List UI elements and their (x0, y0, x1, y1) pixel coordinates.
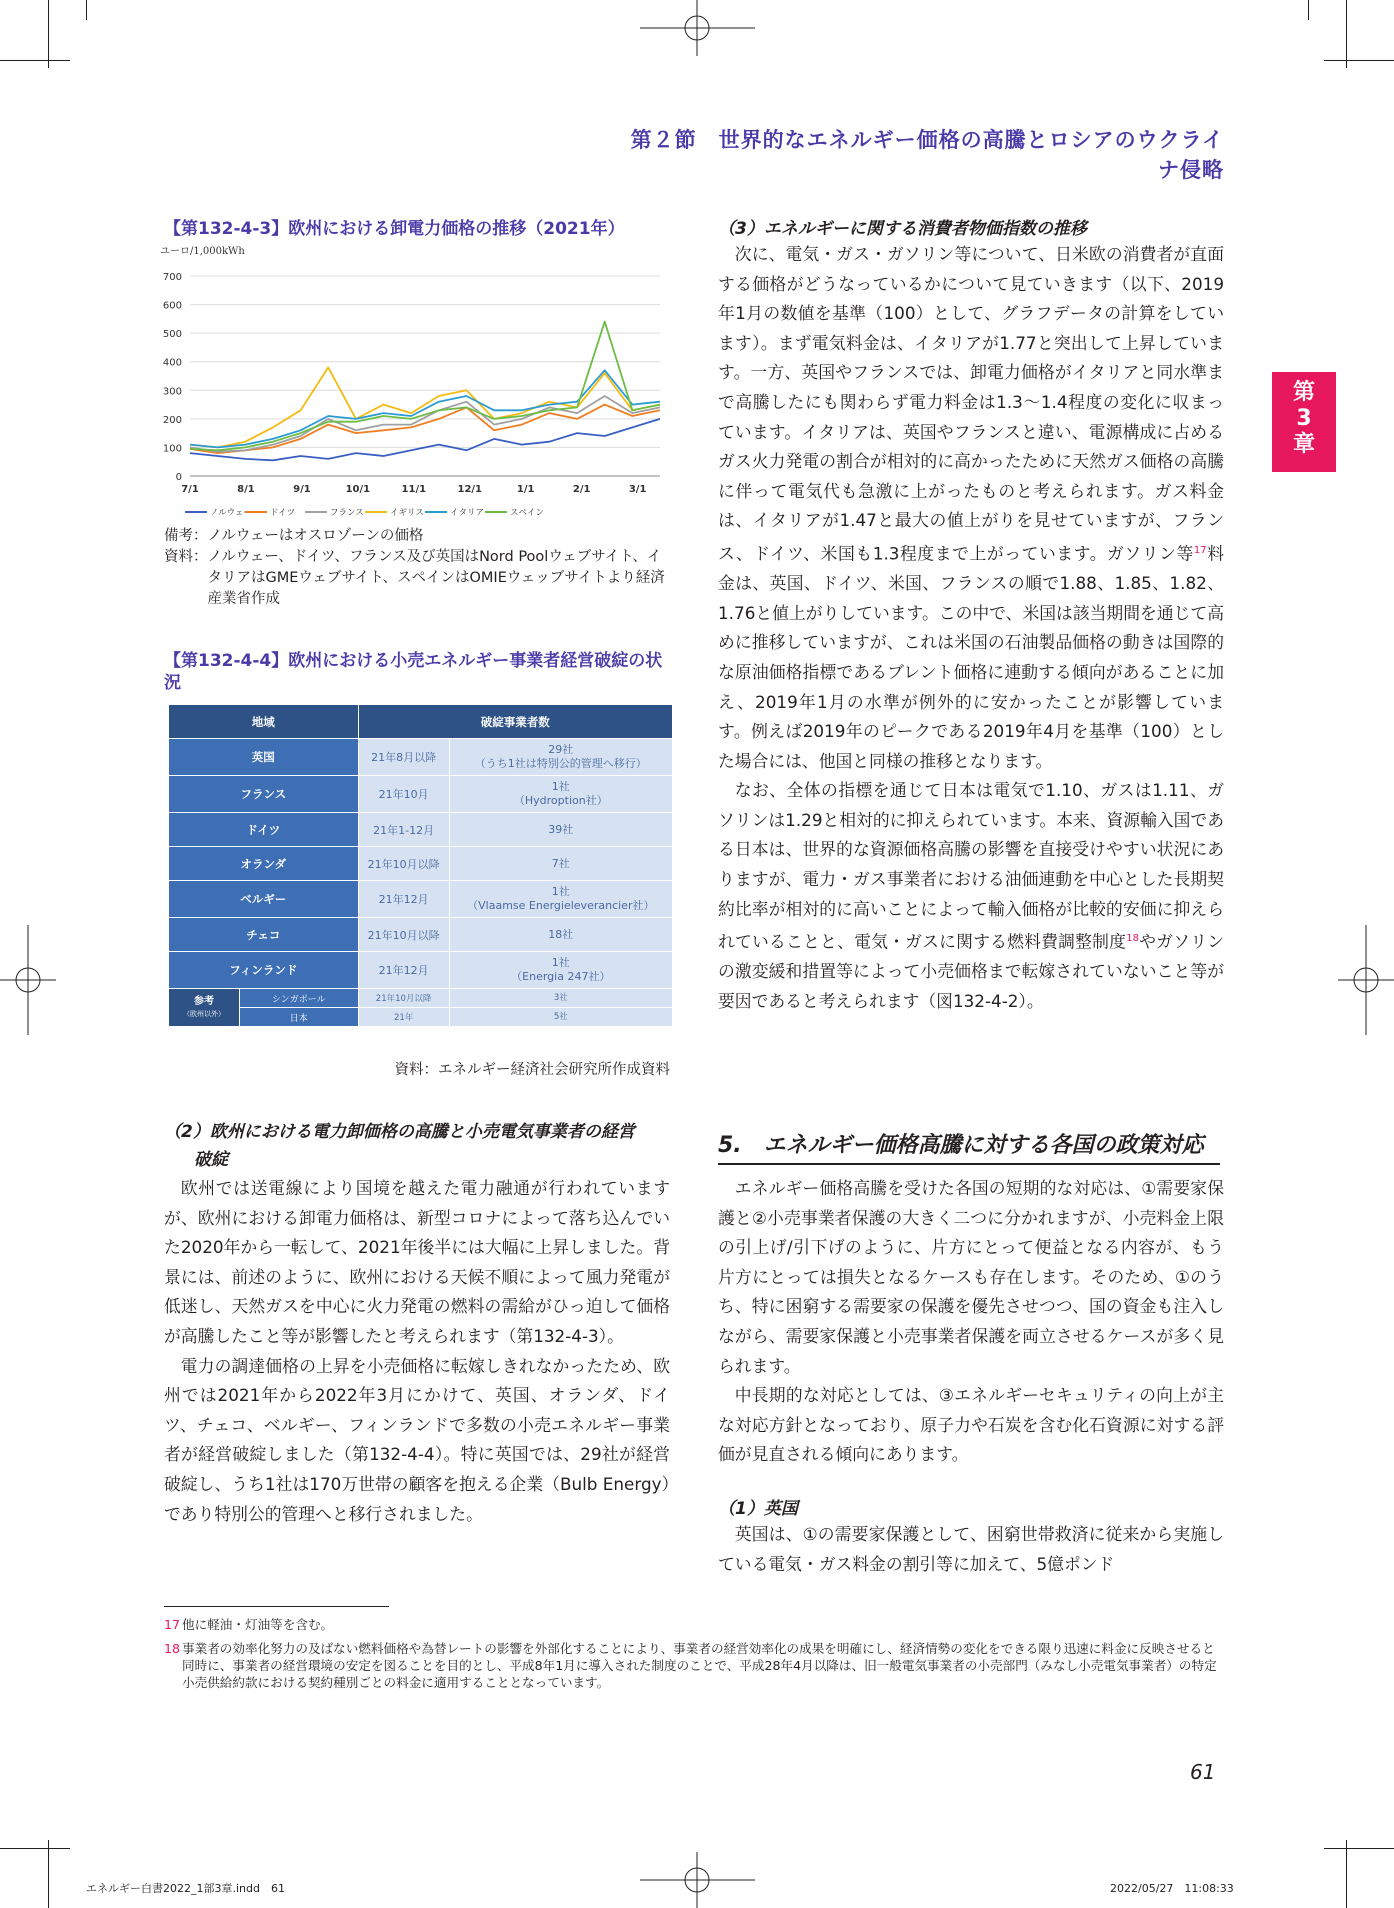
slug-left: エネルギー白書2022_1部3章.indd 61 (86, 1882, 285, 1895)
reference-date-cell: 21年 (358, 1008, 449, 1027)
series-line-0 (190, 419, 660, 460)
region-cell: ベルギー (169, 881, 359, 918)
legend-label: イタリア (450, 508, 485, 518)
reference-label-cell (169, 989, 240, 1027)
y-axis-unit: ユーロ/1,000kWh (160, 246, 245, 257)
section-3-para-2: なお、全体の指標を通じて日本は電気で1.10、ガスは1.11、ガソリンは1.29と相対的に抑えられています。本来、資源輸入国である日本は、世界的な資源価格高騰の影響を直接受けやすい状況にありますが、電力・ガス事業者における油価連動を中心とした長期契約比率が相対的に高いことによって輸入価格が比較的安価に抑えられていることと、電気・ガスに関する燃料費調整制度$^{18}$やガソリンの激変緩和措置等によって小売価格まで転嫁されていないこと等が要因であると考えられます（図132-4-2）。 (718, 780, 1224, 1012)
section-3-para-1: 次に、電気・ガス・ガソリン等について、日米欧の消費者が直面する価格がどうなっているかについて見ていきます（以下、2019年1月の数値を基準（100）として、グラフデータの計算をしています）。まず電気料金は、イタリアが1.77と突出して上昇しています。一方、英国やフランスでは、卸電力価格がイタリアと同水準まで高騰したにも関わらず電力料金は1.3～1.4程度の変化に収まっています。イタリアは、英国やフランスと違い、電源構成に占めるガス火力発電の割合が相対的に高かったために天然ガス価格の高騰に伴って電気代も急激に上がったものと考えられます。ガス料金は、イタリアが1.47と最大の値上がりを見せていますが、フランス、ドイツ、米国も1.3程度まで上がっています。ガソリン等$^{17}$料金は、英国、ドイツ、米国、フランスの順で1.88、1.85、1.82、1.76と値上がりしています。この中で、米国は該当期間を通じて高めに推移していますが、これは米国の石油製品価格の動きは国際的な原油価格指標であるブレント価格に連動する傾向があることに加え、2019年1月の水準が例外的に安かったことが影響しています。例えば2019年のピークである2019年4月を基準（100）とした場合には、他国と同様の推移となります。 (718, 244, 1224, 771)
series-line-5 (190, 322, 660, 451)
y-tick-label: 200 (162, 414, 182, 426)
reference-region-cell: 日本 (240, 1008, 359, 1027)
count-cell (449, 739, 672, 776)
legend-label: ノルウェー (210, 508, 252, 518)
table-row (169, 847, 673, 881)
uk-heading: （1）英国 (718, 1499, 798, 1519)
table-row (169, 739, 673, 776)
date-cell: 21年10月以降 (358, 847, 449, 881)
section-2-heading (164, 1118, 674, 1174)
section-3-body (718, 240, 1224, 1017)
region-cell: 英国 (169, 739, 359, 776)
section-2-para-1: 欧州では送電線により国境を越えた電力融通が行われていますが、欧州における卸電力価格は、新型コロナによって落ち込んでいた2020年から一転して、2021年後半には大幅に上昇しました。背景には、前述のように、欧州における天候不順によって風力発電が低迷し、天然ガスを中心に火力発電の燃料の需給がひっ迫して価格が高騰したこと等が影響したと考えられます（第132-4-3）。 (164, 1178, 670, 1346)
x-tick-label: 10/1 (345, 484, 371, 495)
figure-1-note (164, 526, 674, 610)
date-cell: 21年1-12月 (358, 813, 449, 847)
legend-label: イギリス (390, 508, 424, 518)
table-head-count: 破綻事業者数 (358, 705, 672, 739)
table-row (169, 918, 673, 952)
date-cell: 21年12月 (358, 881, 449, 918)
count-value: 1社 (551, 956, 570, 969)
count-detail: （Vlaamse Energieleverancier社） (467, 899, 655, 912)
page-number: 61 (1190, 1760, 1216, 1784)
count-cell (449, 881, 672, 918)
reference-sublabel: （欧州以外） (183, 1009, 225, 1018)
footnote-ref-17[interactable]: 17 (1193, 544, 1207, 556)
legend-label: スペイン (510, 508, 545, 518)
table-row (169, 881, 673, 918)
count-value: 1社 (551, 885, 570, 898)
footnotes (164, 1616, 1224, 1698)
table-row (169, 776, 673, 813)
x-tick-label: 2/1 (572, 484, 591, 495)
series-line-4 (190, 370, 660, 447)
section-5-para-2: 中長期的な対応としては、③エネルギーセキュリティの向上が主な対応方針となっており、原子力や石炭を含む化石資源に対する評価が見直される傾向にあります。 (718, 1385, 1224, 1465)
series-line-3 (190, 367, 660, 447)
footnote (164, 1640, 1224, 1691)
uk-body (718, 1520, 1224, 1579)
registration-mark-right (1338, 925, 1394, 1035)
date-cell: 21年10月 (358, 776, 449, 813)
reference-count-cell: 3社 (449, 989, 672, 1008)
footnote-text: 他に軽油・灯油等を含む。 (182, 1617, 334, 1632)
figure-1-title: 【第132-4-3】欧州における卸電力価格の推移（2021年） (164, 219, 625, 239)
y-tick-label: 700 (162, 272, 182, 283)
table-row-reference (169, 989, 673, 1008)
registration-mark-top (640, 0, 755, 56)
count-detail: （うち1社は特別公的管理へ移行） (474, 757, 647, 770)
y-tick-label: 600 (162, 300, 182, 312)
table-head-region: 地域 (169, 705, 359, 739)
table-row (169, 813, 673, 847)
count-value: 1社 (551, 780, 570, 793)
slug-right: 2022/05/27 11:08:33 (1110, 1882, 1234, 1895)
figure-2-source: 資料：エネルギー経済社会研究所作成資料 (394, 1062, 670, 1078)
table-row-reference (169, 1008, 673, 1027)
count-cell (449, 952, 672, 989)
section-3-heading: （3）エネルギーに関する消費者物価指数の推移 (718, 219, 1087, 239)
y-tick-label: 300 (162, 386, 182, 398)
chapter-tab-label: 第3章 (1292, 380, 1315, 457)
count-value: 39社 (548, 822, 574, 836)
reference-date-cell: 21年10月以降 (358, 989, 449, 1008)
footnote-number: 18 (164, 1641, 181, 1656)
table-row (169, 952, 673, 989)
section-2-body (164, 1174, 670, 1529)
reference-region-cell: シンガポール (240, 989, 359, 1008)
count-detail: （Hydroption社） (513, 794, 608, 807)
source-text: ノルウェー、ドイツ、フランス及び英国はNord Poolウェブサイト、イタリアはGMEウェブサイト、スペインはOMIEウェッブサイトより経済産業省作成 (207, 549, 665, 607)
footnote-ref-18[interactable]: 18 (1126, 933, 1139, 945)
registration-mark-bottom (640, 1852, 755, 1908)
x-tick-label: 8/1 (237, 484, 255, 495)
source-label: 資料： (164, 549, 208, 565)
figure-2-title: 【第132-4-4】欧州における小売エネルギー事業者経営破綻の状況 (164, 651, 663, 693)
region-cell: フランス (169, 776, 359, 813)
date-cell: 21年12月 (358, 952, 449, 989)
note-label: 備考： (164, 528, 208, 544)
x-tick-label: 11/1 (401, 484, 427, 495)
count-cell (449, 918, 672, 952)
reference-count-cell: 5社 (449, 1008, 672, 1027)
count-value: 18社 (548, 927, 574, 941)
x-tick-label: 9/1 (293, 484, 311, 495)
region-cell: ドイツ (169, 813, 359, 847)
x-tick-label: 7/1 (181, 484, 199, 495)
y-tick-label: 0 (175, 472, 182, 483)
section-2-para-2: 電力の調達価格の上昇を小売価格に転嫁しきれなかったため、欧州では2021年から2022年3月にかけて、英国、オランダ、ドイツ、チェコ、ベルギー、フィンランドで多数の小売エネルギー事業者が経営破綻しました（第132-4-4）。特に英国では、29社が経営破綻し、うち1社は170万世帯の顧客を抱える企業（Bulb Energy）であり特別公的管理へと移行されました。 (164, 1355, 670, 1524)
count-value: 7社 (551, 856, 570, 870)
footnote-number: 17 (164, 1617, 181, 1632)
reference-label: 参考 (194, 995, 214, 1007)
section-5-body (718, 1174, 1224, 1470)
x-tick-label: 12/1 (457, 484, 483, 495)
date-cell: 21年8月以降 (358, 739, 449, 776)
registration-mark-left (0, 925, 56, 1035)
section-2-heading-line1: （2）欧州における電力卸価格の高騰と小売電気事業者の経営 (164, 1122, 635, 1142)
footnote-rule (164, 1606, 389, 1607)
footnote (164, 1616, 1224, 1633)
chapter-tab (1272, 372, 1336, 472)
count-cell (449, 776, 672, 813)
bankruptcy-table (168, 704, 673, 1027)
y-tick-label: 100 (162, 443, 182, 455)
x-tick-label: 3/1 (628, 484, 647, 495)
count-cell (449, 813, 672, 847)
section-5-para-1: エネルギー価格高騰を受けた各国の短期的な対応は、①需要家保護と②小売事業者保護の大きく二つに分かれますが、小売料金上限の引上げ/引下げのように、片方にとって便益となる内容が、もう片方にとっては損失となるケースも存在します。そのため、①のうち、特に困窮する需要家の保護を優先させつつ、国の資金も注入しながら、需要家保護と小売事業者保護を両立させるケースが多く見られます。 (718, 1178, 1224, 1376)
date-cell: 21年10月以降 (358, 918, 449, 952)
running-header: 第２節 世界的なエネルギー価格の高騰とロシアのウクライナ侵略 (630, 128, 1224, 182)
legend-label: ドイツ (270, 508, 296, 518)
y-tick-label: 500 (162, 329, 182, 341)
uk-para-1: 英国は、①の需要家保護として、困窮世帯救済に従来から実施している電気・ガス料金の割引等に加えて、5億ポンド (718, 1524, 1224, 1574)
legend-label: フランス (330, 508, 364, 518)
note-text: ノルウェーはオスロゾーンの価格 (207, 528, 424, 544)
section-2-heading-line2: 破綻 (194, 1150, 228, 1170)
series-line-1 (190, 405, 660, 454)
count-value: 29社 (548, 743, 574, 756)
region-cell: オランダ (169, 847, 359, 881)
wholesale-price-chart (150, 242, 670, 522)
footnote-text: 事業者の効率化努力の及ばない燃料価格や為替レートの影響を外部化することにより、事業者の経営効率化の成果を明確にし、経済情勢の変化をできる限り迅速に料金に反映させると同時に、事業者の経営環境の安定を図ることを目的とし、平成8年1月に導入された制度のことで、平成28年4月以降は、旧一般電気事業者の小売部門（みなし小売電気事業者）の特定小売供給約款における契約種別ごとの料金に適用することとなっています。 (182, 1641, 1217, 1690)
section-5-heading: 5. エネルギー価格高騰に対する各国の政策対応 (718, 1128, 1220, 1165)
region-cell: フィンランド (169, 952, 359, 989)
count-cell (449, 847, 672, 881)
y-tick-label: 400 (162, 357, 182, 369)
count-detail: （Energia 247社） (511, 970, 611, 983)
x-tick-label: 1/1 (516, 484, 535, 495)
region-cell: チェコ (169, 918, 359, 952)
